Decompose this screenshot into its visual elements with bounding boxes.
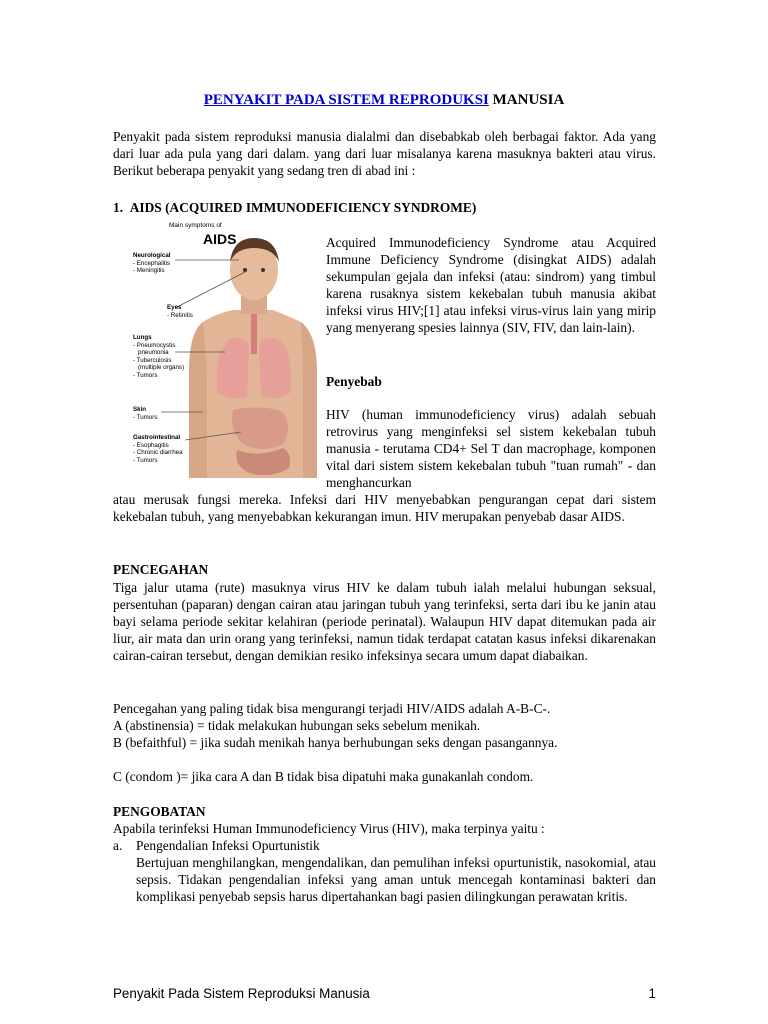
title-link[interactable]: PENYAKIT PADA SISTEM REPRODUKSI	[203, 92, 489, 108]
penyebab-heading: Penyebab	[326, 374, 382, 389]
page-title	[0, 92, 768, 109]
label-head: Skin	[133, 406, 147, 413]
list-item-text: Bertujuan menghilangkan, mengendalikan, dan pemulihan infeksi opurtunistik, nasokomial, atau sepsis. Tidakan pengendalian infeksi yang aman untuk mencegah kontaminasi bakteri dan komplikasi penyebab sepsis harus dipertahankan bagi pasien dilingkungan perawatan kritis.	[136, 855, 656, 904]
aids-definition-paragraph: Acquired Immunodeficiency Syndrome atau Acquired Immune Deficiency Syndrome (disingkat AIDS) adalah sekumpulan gejala dan infeksi (atau: sindrom) yang timbul karena rusaknya sistem kekebalan tubuh manusia akibat infeksi virus HIV;[1] atau infeksi virus-virus lain yang mirip yang menyerang spesies lainnya (SIV, FIV, dan lain-lain).	[326, 235, 656, 335]
label-item: (multiple organs)	[138, 364, 185, 371]
list-marker: a.	[113, 838, 123, 853]
label-head: Eyes	[167, 304, 182, 311]
footer-title: Penyakit Pada Sistem Reproduksi Manusia	[113, 986, 370, 1001]
section-1-heading	[113, 199, 656, 216]
pencegahan-paragraph-1: Tiga jalur utama (rute) masuknya virus HIV ke dalam tubuh ialah melalui hubungan seksual, persentuhan (paparan) dengan cairan atau jaringan tubuh yang terinfeksi, serta dari ibu ke janin atau bayi selama periode sekitar kelahiran (periode perinatal). Walaupun HIV dapat ditemukan pada air liur, air mata dan urin orang yang terinfeksi, namun tidak terdapat catatan kasus infeksi dikarenakan cairan-cairan tersebut, dengan demikian resiko infeksinya secara umum dapat diabaikan.	[113, 580, 656, 663]
figure-label-eyes	[167, 304, 193, 319]
label-head: Lungs	[133, 334, 152, 341]
label-item: - Chronic diarrhea	[133, 449, 183, 456]
label-item: - Esophagitis	[133, 441, 169, 449]
label-head: Neurological	[133, 252, 171, 259]
page-footer	[113, 985, 656, 1002]
right-arm-shape	[301, 322, 317, 478]
penyebab-paragraph-side: HIV (human immunodeficiency virus) adalah sebuah retrovirus yang menginfeksi sel sistem kekebalan tubuh manusia - terutama CD4+ Sel T dan macrophage, komponen vital dari sistem sistem kekebalan tubuh "tuan rumah" - dan menghancurkan	[326, 407, 656, 490]
trachea	[251, 314, 257, 354]
section-1-number: 1.	[113, 200, 124, 215]
figure-label-neurological	[133, 252, 170, 275]
label-item: - Encephalitis	[133, 259, 171, 267]
label-item: - Meningitis	[133, 267, 165, 274]
pengobatan-list-item-a	[113, 837, 656, 905]
pengobatan-heading: PENGOBATAN	[113, 804, 206, 819]
penyebab-paragraph-full: atau merusak fungsi mereka. Infeksi dari HIV menyebabkan pengurangan cepat dari sistem kekebalan tubuh, yang menyebabkan kekurangan imun. HIV merupakan penyebab dasar AIDS.	[113, 492, 656, 524]
figure-caption-small: Main symptoms of	[169, 222, 222, 229]
title-rest: MANUSIA	[488, 92, 565, 108]
left-eye	[243, 268, 247, 272]
pencegahan-heading: PENCEGAHAN	[113, 562, 209, 577]
page-number: 1	[648, 986, 656, 1001]
figure-caption-big: AIDS	[203, 231, 237, 247]
pointer-eyes	[175, 272, 245, 308]
label-head: Gastrointestinal	[133, 434, 181, 441]
label-item: - Retinitis	[167, 311, 193, 319]
right-eye	[261, 268, 265, 272]
aids-symptoms-figure	[133, 222, 319, 478]
pencegahan-b: B (befaithful) = jika sudah menikah hanya berhubungan seks dengan pasangannya.	[113, 735, 558, 750]
label-item: - Tumors	[133, 371, 158, 379]
pencegahan-c: C (condom )= jika cara A dan B tidak bisa dipatuhi maka gunakanlah condom.	[113, 769, 534, 784]
intro-paragraph: Penyakit pada sistem reproduksi manusia dialalmi dan disebabkab oleh berbagai faktor. Ada yang dari luar ada pula yang dari dalam. yang dari luar misalanya karena masuknya bakteri atau virus. Berikut beberapa penyakit yang sedang tren di abad ini :	[113, 129, 656, 178]
left-arm-shape	[189, 322, 207, 478]
list-item-title: Pengendalian Infeksi Opurtunistik	[136, 838, 320, 853]
figure-label-skin	[133, 406, 157, 421]
figure-label-lungs	[133, 334, 184, 379]
label-item: - Tumors	[133, 413, 158, 421]
label-item: pneumonia	[138, 349, 169, 356]
pengobatan-intro: Apabila terinfeksi Human Immunodeficiency Virus (HIV), maka terpinya yaitu :	[113, 821, 545, 836]
section-1-title: AIDS (ACQUIRED IMMUNODEFICIENCY SYNDROME)	[129, 200, 477, 215]
pencegahan-a: A (abstinensia) = tidak melakukan hubungan seks sebelum menikah.	[113, 718, 481, 733]
label-item: - Pneumocystis	[133, 341, 176, 349]
label-item: - Tuberculosis	[133, 356, 172, 364]
figure-label-gastrointestinal	[133, 434, 183, 464]
pencegahan-paragraph-2: Pencegahan yang paling tidak bisa mengurangi terjadi HIV/AIDS adalah A-B-C-.	[113, 701, 551, 716]
label-item: - Tumors	[133, 456, 158, 464]
